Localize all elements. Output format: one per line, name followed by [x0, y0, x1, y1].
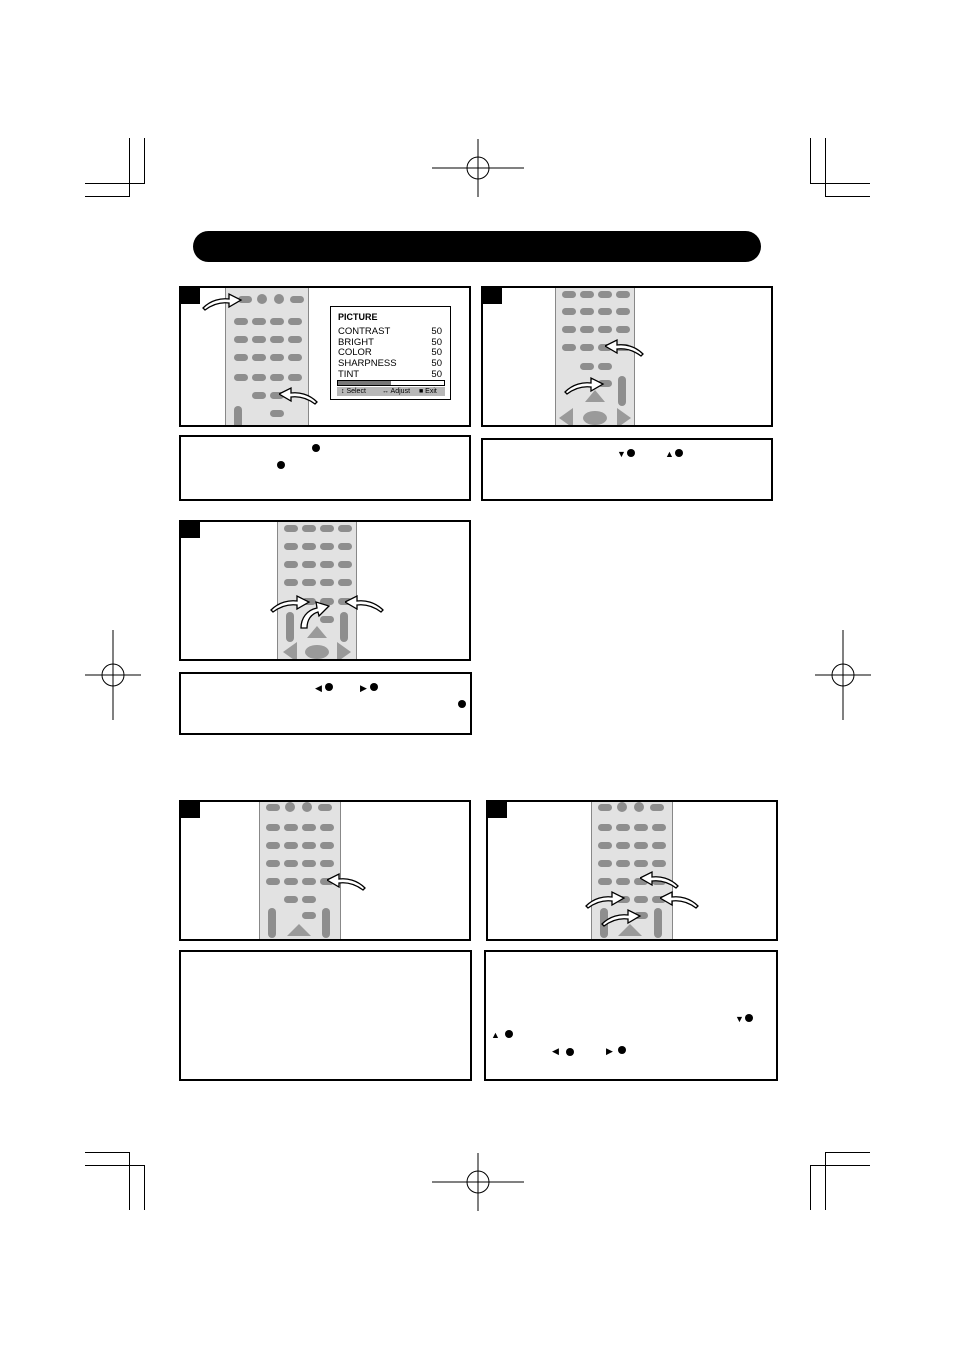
- step-3-illustration: [179, 520, 471, 661]
- right-arrow-icon: ▶: [606, 1046, 613, 1056]
- button-dot-icon: [675, 449, 683, 457]
- curved-arrow-icon: [201, 290, 243, 312]
- left-arrow-icon: ◀: [552, 1046, 559, 1056]
- picture-menu-osd: [330, 306, 451, 400]
- menu-item-bright[interactable]: BRIGHT 50: [338, 337, 442, 348]
- step-4-text-box: [179, 950, 472, 1081]
- select-hint: ↕ Select: [341, 388, 366, 395]
- step-1-text-box: [179, 435, 471, 501]
- right-arrow-icon: ▶: [360, 683, 367, 693]
- up-arrow-icon: ▲: [491, 1030, 500, 1040]
- button-dot-icon: [618, 1046, 626, 1054]
- step-3-text-box: [179, 672, 472, 735]
- menu-item-color[interactable]: COLOR 50: [338, 347, 442, 358]
- step-5-text-box: [484, 950, 778, 1081]
- menu-title: PICTURE: [338, 312, 378, 322]
- down-arrow-icon: ▼: [735, 1014, 744, 1024]
- step-number-badge: [483, 288, 502, 304]
- step-5-illustration: [486, 800, 778, 941]
- step-number-badge: [181, 288, 200, 304]
- level-bar-fill: [338, 381, 391, 385]
- curved-arrow-icon: [297, 598, 331, 630]
- curved-arrow-icon: [600, 906, 642, 928]
- up-button-icon: [285, 922, 313, 938]
- adjust-hint: ↔ Adjust: [382, 388, 411, 395]
- button-dot-icon: [458, 700, 466, 708]
- button-dot-icon: [745, 1014, 753, 1022]
- menu-item-tint[interactable]: TINT 50: [338, 369, 442, 380]
- menu-item-contrast[interactable]: CONTRAST 50: [338, 326, 442, 337]
- step-number-badge: [488, 802, 507, 818]
- step-number-badge: [181, 522, 200, 538]
- section-title-bar: [193, 231, 761, 262]
- curved-arrow-icon: [345, 592, 385, 614]
- exit-hint: ■ Exit: [419, 388, 437, 395]
- registration-mark-icon: [85, 630, 141, 720]
- button-dot-icon: [312, 444, 320, 452]
- button-dot-icon: [505, 1030, 513, 1038]
- level-bar: [337, 380, 445, 386]
- button-dot-icon: [325, 683, 333, 691]
- curved-arrow-icon: [563, 374, 605, 396]
- curved-arrow-icon: [605, 336, 645, 358]
- step-4-illustration: [179, 800, 471, 941]
- button-dot-icon: [566, 1048, 574, 1056]
- step-2-illustration: [481, 286, 773, 427]
- up-arrow-icon: ▲: [665, 449, 674, 459]
- button-dot-icon: [370, 683, 378, 691]
- button-dot-icon: [627, 449, 635, 457]
- menu-item-sharpness[interactable]: SHARPNESS 50: [338, 358, 442, 369]
- step-number-badge: [181, 802, 200, 818]
- left-arrow-icon: ◀: [315, 683, 322, 693]
- curved-arrow-icon: [660, 888, 700, 910]
- registration-mark-icon: [432, 1153, 524, 1211]
- button-dot-icon: [277, 461, 285, 469]
- curved-arrow-icon: [327, 870, 367, 892]
- registration-mark-icon: [432, 139, 524, 197]
- registration-mark-icon: [815, 630, 871, 720]
- step-2-text-box: [481, 438, 773, 501]
- curved-arrow-icon: [640, 868, 680, 890]
- menu-footer: [337, 387, 445, 396]
- curved-arrow-icon: [279, 384, 319, 406]
- down-arrow-icon: ▼: [617, 449, 626, 459]
